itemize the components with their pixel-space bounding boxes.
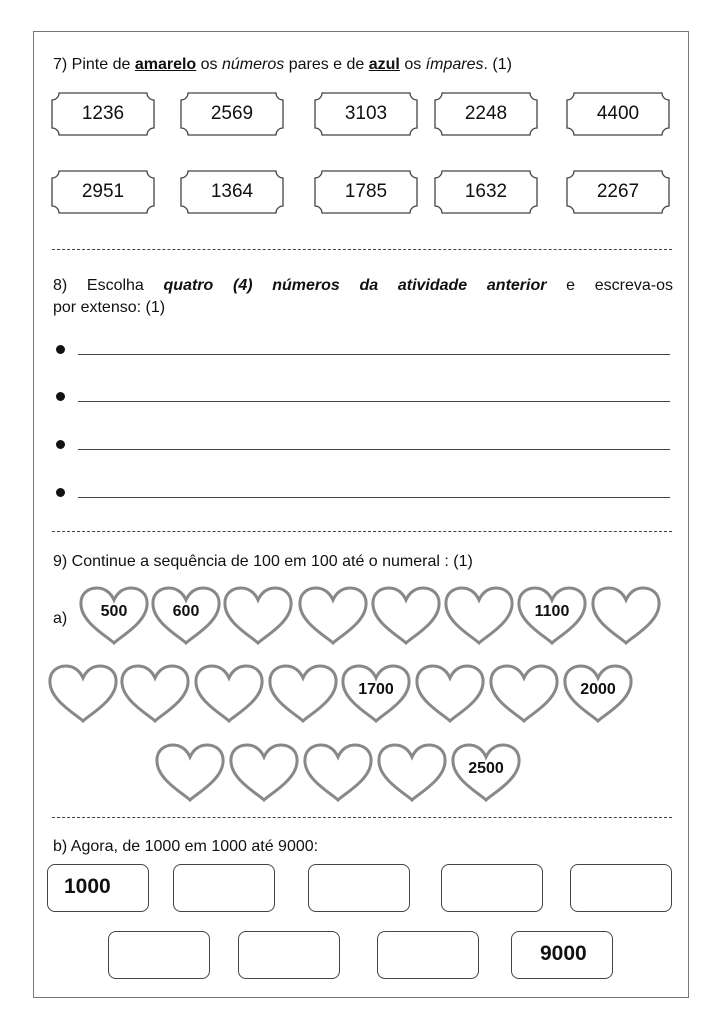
q7-blue-word: azul <box>368 56 400 73</box>
heart-slot[interactable] <box>590 585 662 647</box>
number-tag[interactable] <box>180 170 284 214</box>
answer-box[interactable] <box>108 931 210 979</box>
number-tag-value: 1364 <box>210 181 254 202</box>
answer-box-value: 9000 <box>540 942 587 965</box>
section-separator <box>52 249 672 250</box>
heart-slot[interactable] <box>443 585 515 647</box>
number-tag[interactable] <box>51 92 155 136</box>
section-separator <box>52 817 672 818</box>
answer-box[interactable] <box>173 864 275 912</box>
answer-box[interactable] <box>511 931 613 979</box>
q8-instruction-line2: por extenso: (1) <box>53 299 166 316</box>
number-tag-value: 2569 <box>210 103 254 124</box>
heart-slot[interactable] <box>562 663 634 725</box>
q7-text: pares e de <box>284 56 369 73</box>
heart-value: 1100 <box>534 603 570 620</box>
answer-box[interactable] <box>238 931 340 979</box>
number-tag-value: 1236 <box>81 103 125 124</box>
heart-slot[interactable] <box>47 663 119 725</box>
heart-slot[interactable] <box>450 742 522 804</box>
number-tag[interactable] <box>180 92 284 136</box>
heart-value: 500 <box>100 603 128 620</box>
heart-slot[interactable] <box>267 663 339 725</box>
q8-bold-text: quatro (4) números da atividade anterior <box>163 277 547 294</box>
number-tag-value: 4400 <box>596 103 640 124</box>
answer-box[interactable] <box>47 864 149 912</box>
number-tag-value: 2267 <box>596 181 640 202</box>
write-line[interactable] <box>56 432 670 454</box>
section-separator <box>52 531 672 532</box>
q7-text: 7) Pinte de <box>53 56 135 73</box>
write-line[interactable] <box>56 384 670 406</box>
number-tag-value: 1785 <box>344 181 388 202</box>
number-tag[interactable] <box>434 170 538 214</box>
number-tag[interactable] <box>314 170 418 214</box>
answer-rule <box>78 497 670 498</box>
answer-rule <box>78 449 670 450</box>
q7-yellow-word: amarelo <box>134 56 197 73</box>
heart-value: 2000 <box>580 681 616 698</box>
heart-slot[interactable] <box>228 742 300 804</box>
number-tag[interactable] <box>566 170 670 214</box>
answer-box[interactable] <box>377 931 479 979</box>
q7-instruction <box>53 54 512 76</box>
bullet-icon <box>56 392 65 401</box>
q7-numbers-word: números <box>222 56 285 73</box>
number-tag[interactable] <box>566 92 670 136</box>
q8-text: e escreva-os <box>546 277 673 294</box>
heart-slot[interactable] <box>414 663 486 725</box>
heart-slot[interactable] <box>340 663 412 725</box>
write-line[interactable] <box>56 480 670 502</box>
heart-slot[interactable] <box>222 585 294 647</box>
heart-slot[interactable] <box>488 663 560 725</box>
number-tag[interactable] <box>434 92 538 136</box>
q7-odd-word: ímpares <box>425 56 484 73</box>
answer-box-value: 1000 <box>64 875 111 898</box>
answer-rule <box>78 401 670 402</box>
number-tag-value: 2951 <box>81 181 125 202</box>
heart-slot[interactable] <box>150 585 222 647</box>
number-tag[interactable] <box>51 170 155 214</box>
heart-value: 600 <box>172 603 200 620</box>
number-tag-value: 1632 <box>464 181 508 202</box>
number-tag[interactable] <box>314 92 418 136</box>
heart-value: 1700 <box>358 681 394 698</box>
q7-text: . (1) <box>483 56 512 73</box>
bullet-icon <box>56 488 65 497</box>
heart-slot[interactable] <box>516 585 588 647</box>
number-tag-value: 2248 <box>464 103 508 124</box>
answer-box[interactable] <box>570 864 672 912</box>
heart-slot[interactable] <box>302 742 374 804</box>
heart-slot[interactable] <box>193 663 265 725</box>
bullet-icon <box>56 345 65 354</box>
q9-instruction: 9) Continue a sequência de 100 em 100 até o numeral : (1) <box>53 553 473 570</box>
q8-text: 8) Escolha <box>53 277 164 294</box>
answer-box[interactable] <box>441 864 543 912</box>
write-line[interactable] <box>56 337 670 359</box>
heart-slot[interactable] <box>119 663 191 725</box>
q7-text: os <box>196 56 222 73</box>
q7-text: os <box>399 56 426 73</box>
heart-slot[interactable] <box>297 585 369 647</box>
heart-value: 2500 <box>468 760 504 777</box>
answer-box[interactable] <box>308 864 410 912</box>
number-tag-value: 3103 <box>344 103 388 124</box>
heart-slot[interactable] <box>370 585 442 647</box>
q8-instruction <box>53 275 673 297</box>
heart-slot[interactable] <box>154 742 226 804</box>
heart-slot[interactable] <box>78 585 150 647</box>
q9-part-b-instruction: b) Agora, de 1000 em 1000 até 9000: <box>53 838 319 855</box>
heart-slot[interactable] <box>376 742 448 804</box>
answer-rule <box>78 354 670 355</box>
bullet-icon <box>56 440 65 449</box>
q9-part-a-label: a) <box>53 610 68 627</box>
